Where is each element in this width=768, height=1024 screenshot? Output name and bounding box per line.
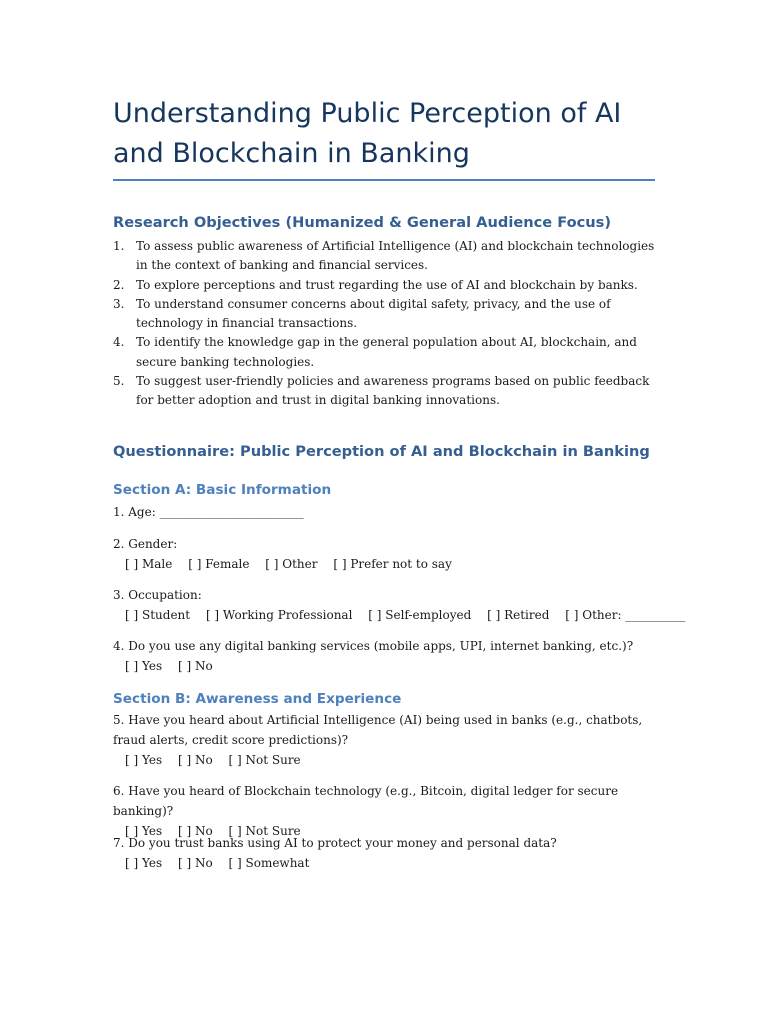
option-row bbox=[113, 853, 658, 873]
option-row bbox=[113, 605, 686, 625]
question-age bbox=[113, 502, 658, 522]
objective-number: 4. bbox=[113, 335, 125, 350]
section-a-heading: Section A: Basic Information bbox=[113, 482, 332, 498]
objective-text: To assess public awareness of Artificial Intelligence (AI) and blockchain technologies in the context of banking and financial services. bbox=[136, 239, 655, 273]
option-other-occupation[interactable]: [ ] Other: __________ bbox=[565, 608, 686, 622]
option-row bbox=[113, 554, 658, 574]
objective-text: To understand consumer concerns about digital safety, privacy, and the use of technology in financial transactions. bbox=[136, 296, 611, 331]
question-text: 1. Age: ________________________ bbox=[113, 505, 304, 519]
option-female[interactable]: [ ] Female bbox=[188, 557, 250, 571]
question-text: 5. Have you heard about Artificial Intelligence (AI) being used in banks (e.g., chatbots, fraud alerts, credit score predictions)? bbox=[113, 713, 643, 747]
option-yes[interactable]: [ ] Yes bbox=[125, 753, 163, 767]
question-gender bbox=[113, 534, 658, 574]
objective-item bbox=[113, 372, 658, 411]
objective-text: To suggest user-friendly policies and awareness programs based on public feedback for better adoption and trust in digital banking innovations. bbox=[136, 374, 650, 408]
questionnaire-heading: Questionnaire: Public Perception of AI and Blockchain in Banking bbox=[113, 443, 650, 460]
title-divider bbox=[113, 179, 655, 181]
option-retired[interactable]: [ ] Retired bbox=[487, 608, 550, 622]
option-prefer-not-to-say[interactable]: [ ] Prefer not to say bbox=[333, 557, 452, 571]
question-trust-ai bbox=[113, 833, 658, 873]
option-somewhat[interactable]: [ ] Somewhat bbox=[228, 856, 310, 870]
objective-item bbox=[113, 237, 658, 276]
question-text: 6. Have you heard of Blockchain technology (e.g., Bitcoin, digital ledger for secure banking)? bbox=[113, 784, 619, 818]
option-student[interactable]: [ ] Student bbox=[125, 608, 191, 622]
document-title: Understanding Public Perception of AI and Blockchain in Banking bbox=[113, 98, 622, 169]
objective-text: To identify the knowledge gap in the general population about AI, blockchain, and secure banking technologies. bbox=[136, 335, 637, 369]
question-text: 3. Occupation: bbox=[113, 588, 202, 602]
option-working-professional[interactable]: [ ] Working Professional bbox=[205, 608, 353, 622]
objective-item bbox=[113, 295, 658, 334]
option-male[interactable]: [ ] Male bbox=[125, 557, 173, 571]
option-not-sure[interactable]: [ ] Not Sure bbox=[228, 753, 301, 767]
question-digital-banking-use bbox=[113, 636, 658, 676]
objective-text: To explore perceptions and trust regarding the use of AI and blockchain by banks. bbox=[136, 277, 638, 292]
option-no[interactable]: [ ] No bbox=[177, 824, 213, 838]
objective-item bbox=[113, 276, 658, 295]
option-row bbox=[113, 750, 658, 770]
objective-number: 1. bbox=[113, 239, 125, 253]
question-text: 2. Gender: bbox=[113, 537, 178, 551]
objectives-heading: Research Objectives (Humanized & General Audience Focus) bbox=[113, 214, 612, 231]
option-yes[interactable]: [ ] Yes bbox=[125, 856, 163, 870]
objective-number: 5. bbox=[113, 374, 125, 389]
option-no[interactable]: [ ] No bbox=[177, 753, 213, 767]
option-no[interactable]: [ ] No bbox=[177, 659, 213, 673]
question-ai-awareness bbox=[113, 710, 658, 770]
option-not-sure[interactable]: [ ] Not Sure bbox=[228, 824, 301, 838]
objective-number: 3. bbox=[113, 296, 125, 311]
section-b-heading: Section B: Awareness and Experience bbox=[113, 691, 402, 707]
question-text: 4. Do you use any digital banking services (mobile apps, UPI, internet banking, etc.)? bbox=[113, 639, 634, 653]
option-self-employed[interactable]: [ ] Self-employed bbox=[368, 608, 472, 622]
option-row bbox=[113, 656, 658, 676]
question-text: 7. Do you trust banks using AI to protect your money and personal data? bbox=[113, 836, 557, 850]
option-yes[interactable]: [ ] Yes bbox=[125, 824, 163, 838]
question-blockchain-awareness bbox=[113, 781, 658, 841]
objectives-list bbox=[113, 237, 658, 411]
option-no[interactable]: [ ] No bbox=[177, 856, 213, 870]
question-occupation bbox=[113, 585, 686, 625]
option-other[interactable]: [ ] Other bbox=[265, 557, 318, 571]
objective-number: 2. bbox=[113, 277, 125, 292]
objective-item bbox=[113, 333, 658, 372]
option-yes[interactable]: [ ] Yes bbox=[125, 659, 163, 673]
